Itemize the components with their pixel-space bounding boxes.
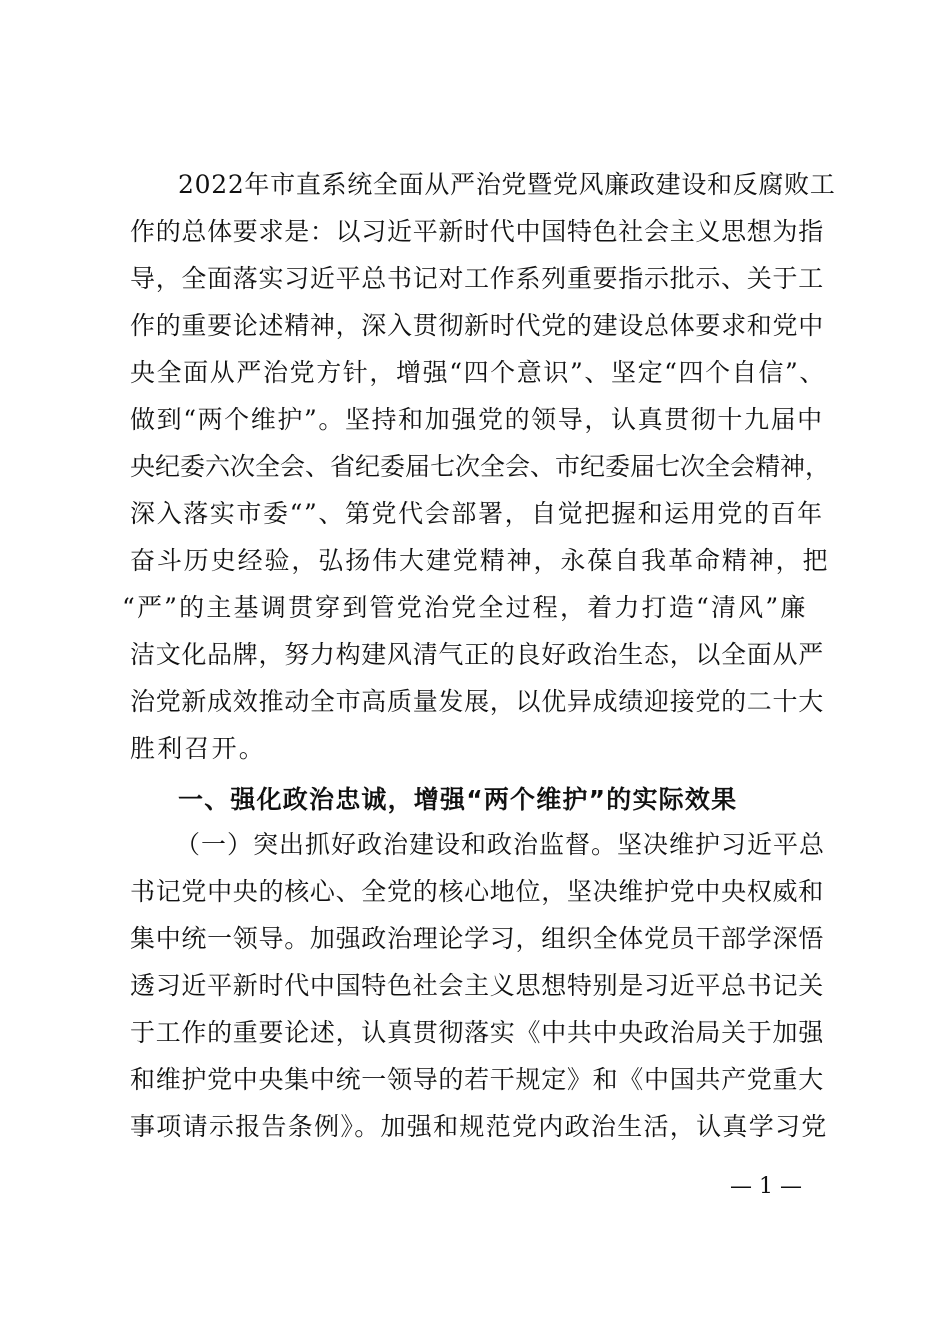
- paragraph-line: 治党新成效推动全市高质量发展，以优异成绩迎接党的二十大: [130, 687, 824, 716]
- subsection-line: [175, 822, 825, 868]
- paragraph-line: 深入落实市委“”、第党代会部署，自觉把握和运用党的百年: [130, 499, 824, 528]
- paragraph-line: 央全面从严治党方针，增强“四个意识”、坚定“四个自信”、: [130, 358, 826, 387]
- paragraph-line: 作的总体要求是：以习近平新时代中国特色社会主义思想为指: [130, 217, 824, 246]
- paragraph-line: 事项请示报告条例》。加强和规范党内政治生活，认真学习党: [130, 1112, 828, 1141]
- paragraph-line: 洁文化品牌，努力构建风清气正的良好政治生态，以全面从严: [130, 640, 824, 669]
- paragraph-line: 和维护党中央集中统一领导的若干规定》和《中国共产党重大: [130, 1065, 824, 1094]
- paragraph-line: 集中统一领导。加强政治理论学习，组织全体党员干部学深悟: [130, 924, 824, 953]
- paragraph-line: 作的重要论述精神，深入贯彻新时代党的建设总体要求和党中: [130, 311, 824, 340]
- paragraph-line: 导，全面落实习近平总书记对工作系列重要指示批示、关于工: [130, 264, 824, 293]
- paragraph-line: 书记党中央的核心、全党的核心地位，坚决维护党中央权威和: [130, 877, 824, 906]
- paragraph-line: 于工作的重要论述，认真贯彻落实《中共中央政治局关于加强: [130, 1018, 824, 1047]
- subsection-heading: （一）突出抓好政治建设和政治监督。: [175, 830, 618, 859]
- paragraph-line: 透习近平新时代中国特色社会主义思想特别是习近平总书记关: [130, 971, 824, 1000]
- section-heading: 一、强化政治忠诚，增强“两个维护”的实际效果: [178, 785, 738, 814]
- subsection-text: 坚决维护习近平总: [617, 830, 826, 859]
- paragraph-line: “严”的主基调贯穿到管党治党全过程，着力打造“清风”廉: [122, 593, 808, 622]
- paragraph-line: 2022年市直系统全面从严治党暨党风廉政建设和反腐败工: [178, 170, 836, 199]
- paragraph-line: 做到“两个维护”。坚持和加强党的领导，认真贯彻十九届中: [130, 405, 824, 434]
- page-number: — 1 —: [730, 1174, 802, 1199]
- paragraph-line: 奋斗历史经验，弘扬伟大建党精神，永葆自我革命精神，把: [130, 546, 830, 575]
- paragraph-line: 胜利召开。: [130, 734, 267, 763]
- paragraph-line: 央纪委六次全会、省纪委届七次全会、市纪委届七次全会精神，: [130, 452, 831, 481]
